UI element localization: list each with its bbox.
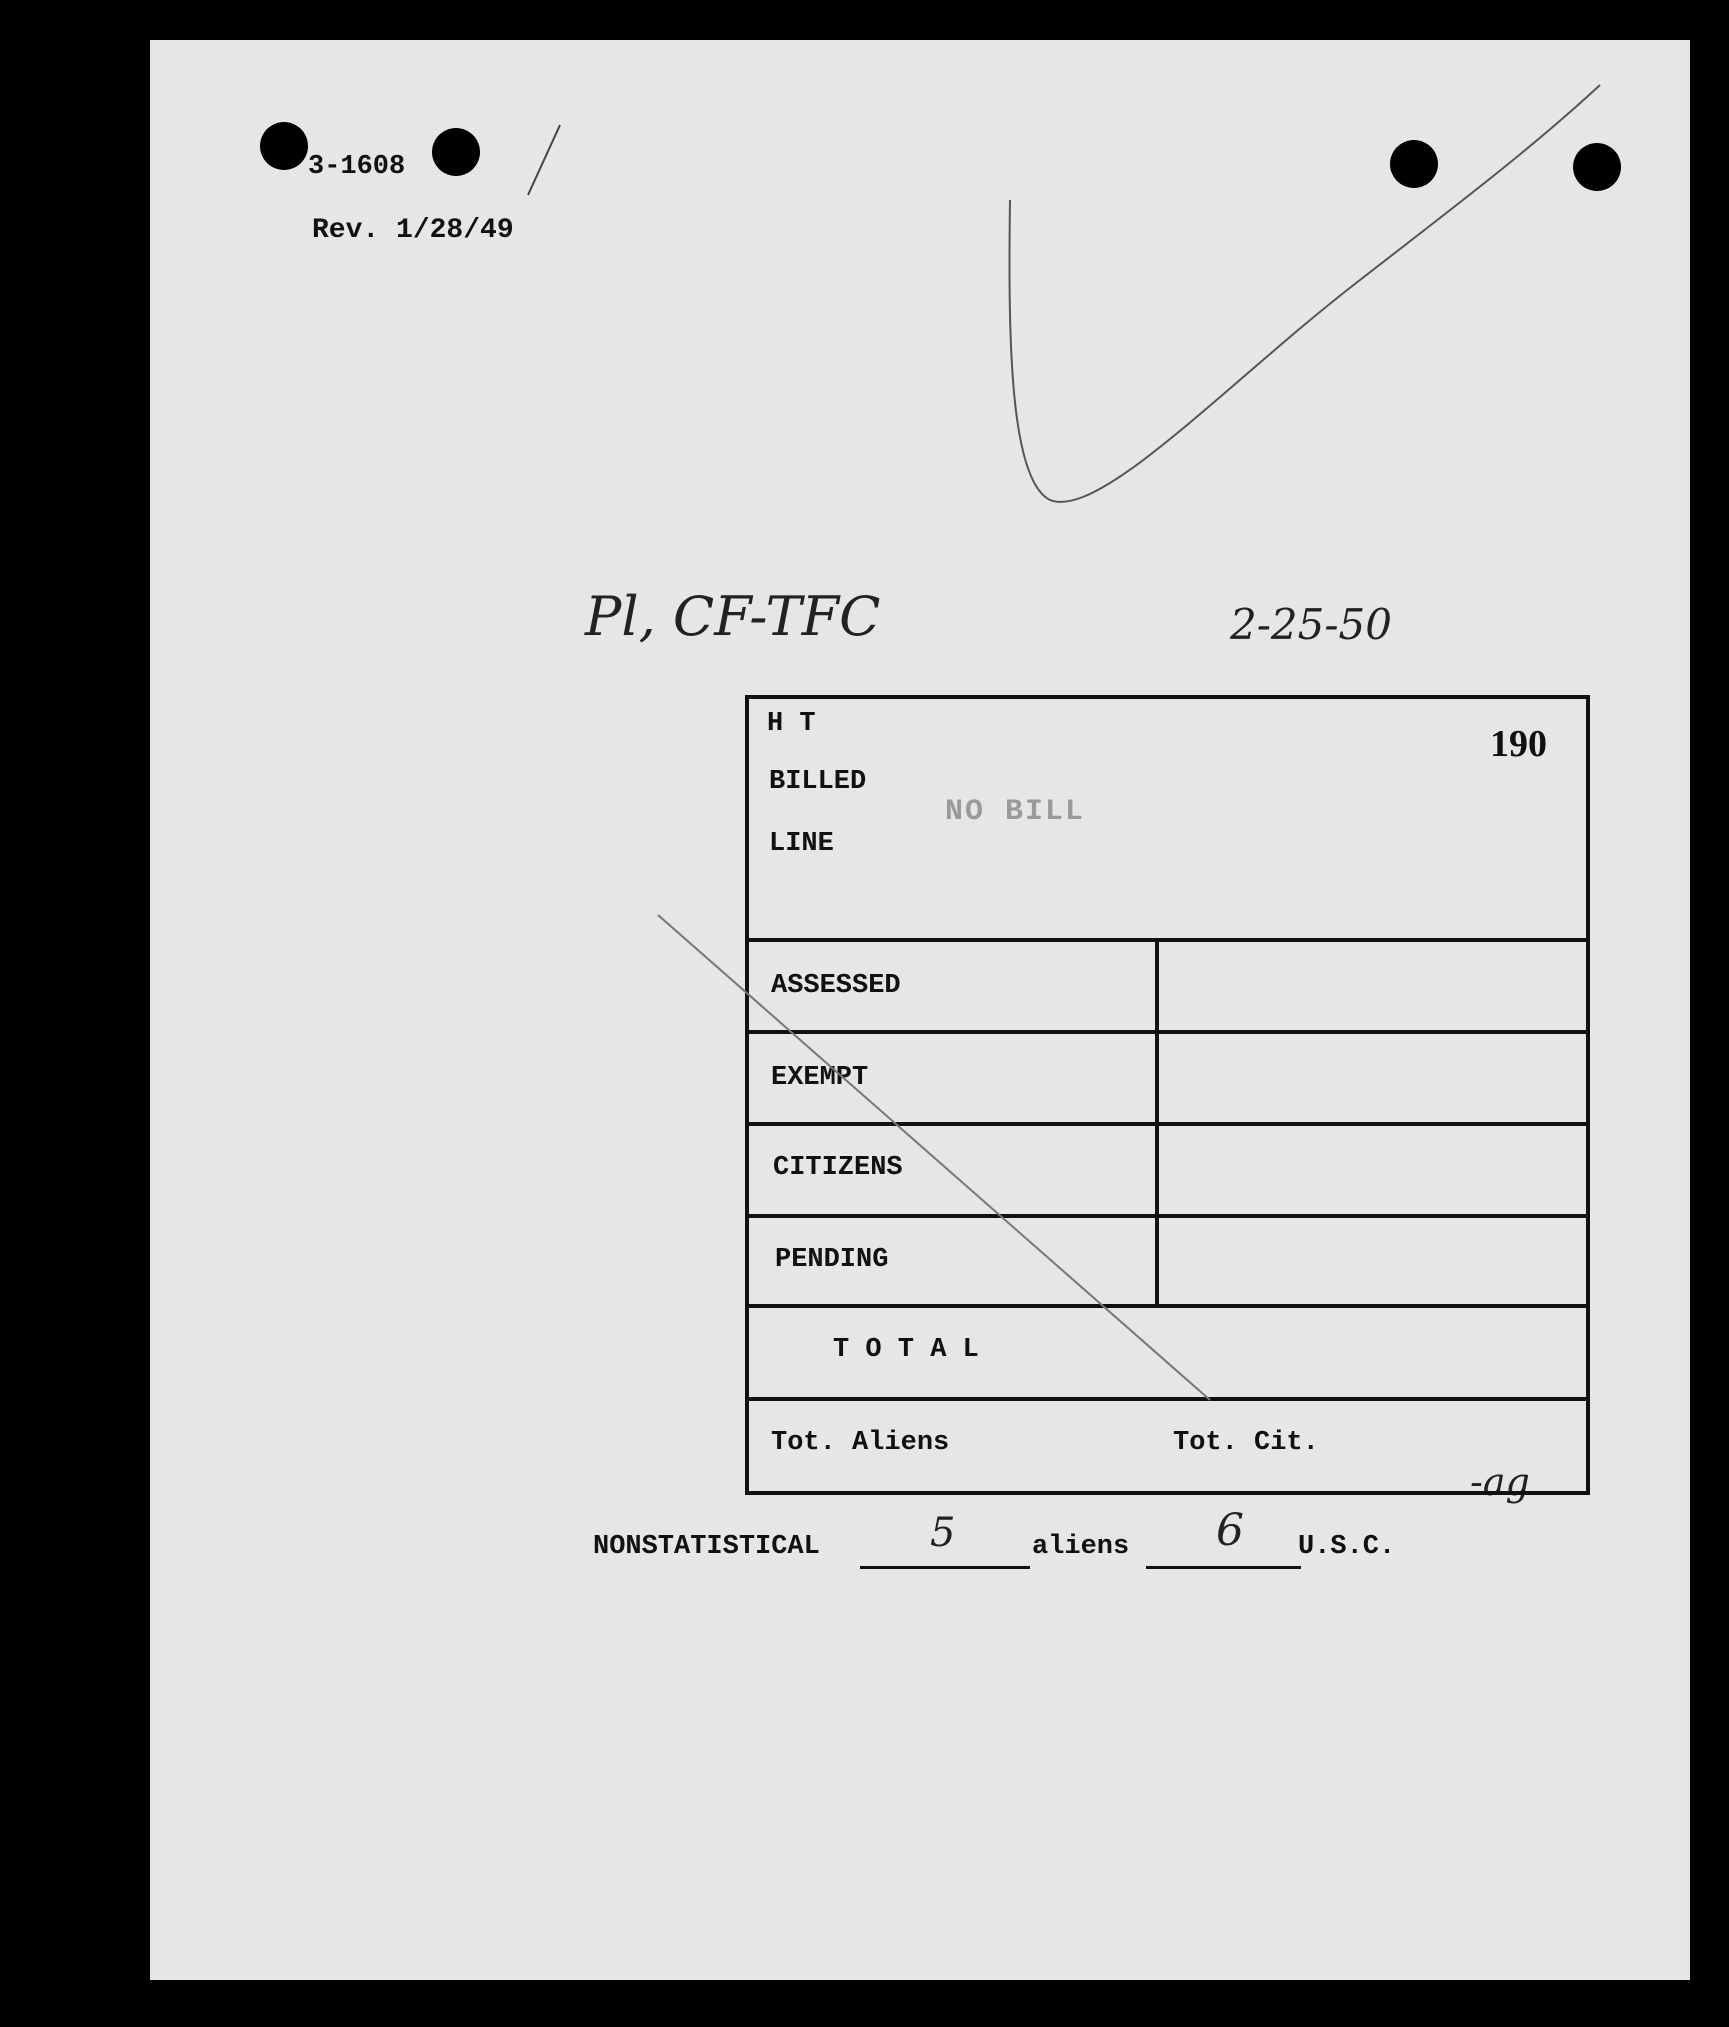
line-label: LINE xyxy=(769,829,834,859)
handwritten-side-mark: -ag xyxy=(1470,1460,1530,1504)
total-citizens-label: Tot. Cit. xyxy=(1173,1428,1319,1458)
nonstatistical-label: NONSTATISTICAL xyxy=(593,1532,820,1562)
handwritten-date: 2-25-50 xyxy=(1230,600,1392,649)
pencil-marks xyxy=(150,40,1690,1980)
ht-label: H T xyxy=(767,709,816,739)
slash-mark xyxy=(528,125,560,195)
citizens-label: CITIZENS xyxy=(773,1153,903,1183)
check-mark xyxy=(1009,85,1600,502)
form-number: 3-1608 xyxy=(308,152,406,182)
assessed-label: ASSESSED xyxy=(771,971,901,1001)
aliens-label: aliens xyxy=(1032,1532,1130,1562)
no-bill-stamp: NO BILL xyxy=(945,795,1086,829)
strike-line xyxy=(658,915,1210,1400)
handwritten-code: Pl, CF-TFC xyxy=(585,585,881,648)
document-page xyxy=(150,40,1690,1980)
total-label: T O T A L xyxy=(833,1335,979,1365)
usc-count: 6 xyxy=(1216,1505,1244,1556)
exempt-label: EXEMPT xyxy=(771,1063,869,1093)
page-number: 190 xyxy=(1490,723,1547,765)
form-revision: Rev. 1/28/49 xyxy=(312,215,514,246)
pending-label: PENDING xyxy=(775,1245,889,1275)
billed-label: BILLED xyxy=(769,767,867,797)
usc-label: U.S.C. xyxy=(1298,1532,1396,1562)
total-aliens-label: Tot. Aliens xyxy=(771,1428,950,1458)
aliens-count: 5 xyxy=(930,1510,956,1556)
